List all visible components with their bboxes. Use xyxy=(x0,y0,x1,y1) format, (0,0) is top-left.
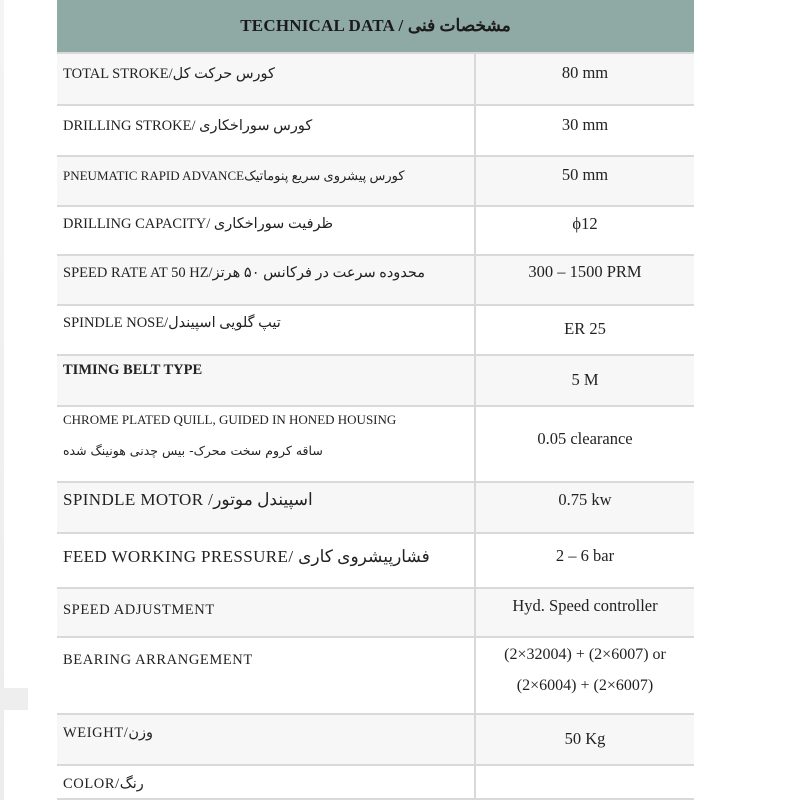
value-cell xyxy=(476,256,694,304)
row-label: BEARING ARRANGEMENT xyxy=(63,652,253,668)
row-value: 0.75 kw xyxy=(558,490,612,509)
row-label: TOTAL STROKE/کورس حرکت کل xyxy=(63,66,275,82)
table-row xyxy=(57,638,694,715)
row-label: DRILLING STROKE/ کورس سوراخکاری xyxy=(63,118,313,134)
label-cell xyxy=(57,256,474,304)
row-value: 50 mm xyxy=(561,165,609,184)
label-cell xyxy=(57,534,474,587)
row-label: TIMING BELT TYPE xyxy=(63,362,203,378)
value-cell xyxy=(476,638,694,713)
row-label: WEIGHT/وزن xyxy=(63,725,154,741)
table-row xyxy=(57,356,694,407)
value-cell xyxy=(476,356,694,405)
page-left-edge xyxy=(0,0,4,800)
table-row xyxy=(57,106,694,157)
label-cell xyxy=(57,356,474,405)
value-cell xyxy=(476,54,694,104)
table-row xyxy=(57,483,694,534)
label-cell xyxy=(57,766,474,798)
row-value: ϕ12 xyxy=(572,214,598,233)
table-row xyxy=(57,256,694,306)
label-cell xyxy=(57,715,474,764)
label-cell xyxy=(57,54,474,104)
row-label: SPINDLE MOTOR /اسپیندل موتور xyxy=(63,490,313,509)
row-value: 0.05 clearance xyxy=(537,429,633,448)
row-label: COLOR/رنگ xyxy=(63,776,144,792)
row-value: 30 mm xyxy=(561,115,609,134)
table-row xyxy=(57,306,694,356)
label-cell xyxy=(57,306,474,354)
row-value: Hyd. Speed controller xyxy=(512,596,658,615)
table-row xyxy=(57,157,694,207)
row-value: 300 – 1500 PRM xyxy=(528,262,642,281)
value-cell xyxy=(476,407,694,481)
label-cell xyxy=(57,106,474,155)
row-label-line2: ساقه کروم سخت محرک- بیس چدنی هونینگ شده xyxy=(63,443,323,458)
row-label: SPEED ADJUSTMENT xyxy=(63,602,215,618)
label-cell xyxy=(57,483,474,532)
table-row xyxy=(57,715,694,766)
value-cell xyxy=(476,715,694,764)
label-cell xyxy=(57,207,474,254)
row-value: 2 – 6 bar xyxy=(555,546,615,565)
table-row xyxy=(57,54,694,106)
row-value: 5 M xyxy=(571,370,599,389)
value-cell xyxy=(476,157,694,205)
row-value: 80 mm xyxy=(561,63,609,82)
table-row xyxy=(57,207,694,256)
row-value-line2: (2×6004) + (2×6007) xyxy=(516,677,654,694)
row-label: DRILLING CAPACITY/ ظرفیت سوراخکاری xyxy=(63,216,334,232)
row-label: FEED WORKING PRESSURE/ فشارپیشروی کاری xyxy=(63,547,430,566)
row-label: SPEED RATE AT 50 HZ/محدوده سرعت در فرکانس ۵۰ هرتز xyxy=(63,265,426,281)
row-label: SPINDLE NOSE/تیپ گلویی اسپیندل xyxy=(63,315,281,331)
table-row xyxy=(57,766,694,800)
value-cell xyxy=(476,766,694,798)
value-cell xyxy=(476,589,694,636)
value-cell xyxy=(476,534,694,587)
value-cell xyxy=(476,207,694,254)
value-cell xyxy=(476,106,694,155)
label-cell xyxy=(57,157,474,205)
row-label-line1: CHROME PLATED QUILL, GUIDED IN HONED HOUSING xyxy=(63,412,397,427)
table-row xyxy=(57,534,694,589)
value-cell xyxy=(476,306,694,354)
label-cell xyxy=(57,589,474,636)
label-cell xyxy=(57,407,474,481)
page-left-tab xyxy=(0,688,28,710)
table-title: TECHNICAL DATA / مشخصات فنی xyxy=(57,0,694,52)
label-cell xyxy=(57,638,474,713)
row-value: 50 Kg xyxy=(564,729,606,748)
table-row xyxy=(57,589,694,638)
row-value: ER 25 xyxy=(564,319,606,338)
table-row xyxy=(57,407,694,483)
value-cell xyxy=(476,483,694,532)
row-label: PNEUMATIC RAPID ADVANCEکورس پیشروی سریع پنوماتیک xyxy=(63,168,405,183)
row-value-line1: (2×32004) + (2×6007) or xyxy=(504,646,666,663)
